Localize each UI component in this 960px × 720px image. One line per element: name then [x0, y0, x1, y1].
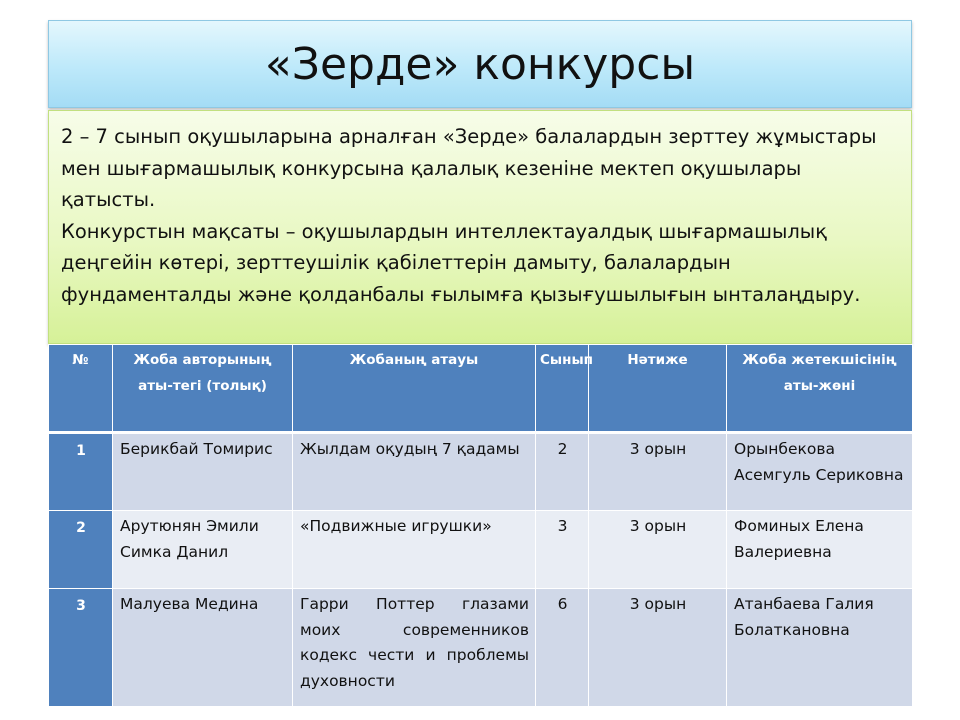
row-project: Жылдам оқудың 7 қадамы [293, 433, 536, 511]
row-supervisor: Орынбекова Асемгуль Сериковна [727, 433, 913, 511]
page-title: «Зерде» конкурсы [264, 38, 696, 90]
description-paragraph-2: Конкурстын мақсаты – оқушылардын интеллектауалдық шығармашылық деңгейін көтері, зерттеушілік қабілеттерін дамыту, балалардын фундаменталды және қолданбалы ғылымға қызығушылығын ынталаңдыру. [61, 219, 861, 306]
header-supervisor: Жоба жетекшісінің аты-жөні [727, 345, 913, 433]
row-result: 3 орын [589, 433, 727, 511]
row-grade: 2 [536, 433, 589, 511]
results-table [48, 344, 913, 707]
table-row [49, 511, 913, 589]
header-project: Жобаның атауы [293, 345, 536, 433]
header-author: Жоба авторының аты-тегі (толық) [113, 345, 293, 433]
header-grade: Сынып [536, 345, 589, 433]
table-header-row [49, 345, 913, 433]
row-num: 3 [49, 589, 113, 707]
header-result: Нәтиже [589, 345, 727, 433]
title-banner [48, 20, 912, 108]
table-row [49, 433, 913, 511]
row-author: Берикбай Томирис [113, 433, 293, 511]
row-num: 1 [49, 433, 113, 511]
row-project: Гарри Поттер глазами моих современников кодекс чести и проблемы духовности [293, 589, 536, 707]
description-box [48, 110, 912, 344]
table-row [49, 589, 913, 707]
row-supervisor: Атанбаева Галия Болаткановна [727, 589, 913, 707]
row-project: «Подвижные игрушки» [293, 511, 536, 589]
row-result: 3 орын [589, 589, 727, 707]
row-grade: 6 [536, 589, 589, 707]
description-paragraph-1: 2 – 7 сынып оқушыларына арналған «Зерде» балалардын зерттеу жұмыстары мен шығармашылық конкурсына қалалық кезеніне мектеп оқушылары қатысты. [61, 125, 877, 211]
header-num: № [49, 345, 113, 433]
row-num: 2 [49, 511, 113, 589]
row-result: 3 орын [589, 511, 727, 589]
row-grade: 3 [536, 511, 589, 589]
row-supervisor: Фоминых Елена Валериевна [727, 511, 913, 589]
row-author: Арутюнян Эмили Симка Данил [113, 511, 293, 589]
row-author: Малуева Медина [113, 589, 293, 707]
